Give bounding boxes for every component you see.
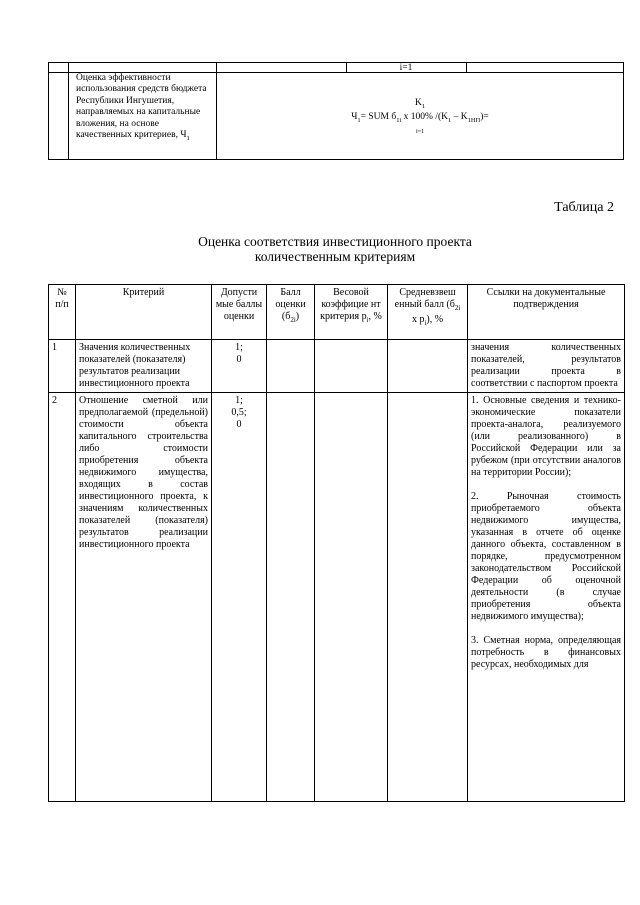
header-score: Балл оценки $(б_{2i})$ xyxy=(267,285,315,340)
table-row xyxy=(49,340,625,393)
row-score xyxy=(267,340,315,393)
top-i-label: i=1 xyxy=(399,63,413,73)
row-score xyxy=(267,393,315,802)
header-weight: Весовой коэффицие нт критерия $p_i$, % xyxy=(315,285,388,340)
row-links: 1. Основные сведения и технико-экономические показатели проекта-аналога, реализуемого (или реализованного) в Российской Федерации или за рубежом (при отсутствии аналогов на территории России); 2. Рыночная стоимость приобретаемого объекта недвижимого имущества, указанная в отчете об оценке данного объекта, составленном в порядке, предусмотренном законодательством Российской Федерации об оценочной деятельности (в случае приобретения объекта недвижимого имущества); 3. Сметная норма, определяющая потребность в финансовых ресурсах, необходимых для xyxy=(468,393,625,802)
table-header-row xyxy=(49,285,625,340)
row-scores: 1; 0,5; 0 xyxy=(212,393,267,802)
header-num: № п/п xyxy=(49,285,76,340)
row-num: 1 xyxy=(49,340,76,393)
row-weight xyxy=(315,393,388,802)
table-row xyxy=(49,393,625,802)
row-weighted-score xyxy=(388,340,468,393)
header-criterion: Критерий xyxy=(76,285,212,340)
row-scores: 1; 0 xyxy=(212,340,267,393)
row-criterion: Отношение сметной или предполагаемой (предельной) стоимости объекта капитального строительства либо стоимости приобретения объекта недвижимого имущества, входящих в состав инвестиционного проекта, к значениям количественных показателей (показателя) результатов реализации инвестиционного проекта xyxy=(76,393,212,802)
row-criterion: Значения количественных показателей (показателя) результатов реализации инвестиционного проекта xyxy=(76,340,212,393)
header-weighted-score: Средневзвеш енный балл ($б_{2i}$ x $p_i$), % xyxy=(388,285,468,340)
header-scores: Допусти мые баллы оценки xyxy=(212,285,267,340)
top-criterion-text: Оценка эффективности использования средств бюджета Республики Ингушетия, направляемых на капитальные вложения, на основе качественных критериев, $Ч_1$ xyxy=(76,73,207,142)
header-links: Ссылки на документальные подтверждения xyxy=(468,285,625,340)
table-title: Оценка соответствия инвестиционного проекта количественным критериям xyxy=(198,234,472,264)
row-num: 2 xyxy=(49,393,76,802)
row-weighted-score xyxy=(388,393,468,802)
criteria-table xyxy=(48,284,625,802)
row-weight xyxy=(315,340,388,393)
row-links: значения количественных показателей, результатов реализации проекта в соответствии с паспортом проекта xyxy=(468,340,625,393)
top-formula: $K_1$ $Ч_1=$ SUM $б_{1i}$ x 100% $/(K_1 - K_{1НП})=$ i=1 xyxy=(351,98,489,135)
table-number: Таблица 2 xyxy=(554,200,614,215)
